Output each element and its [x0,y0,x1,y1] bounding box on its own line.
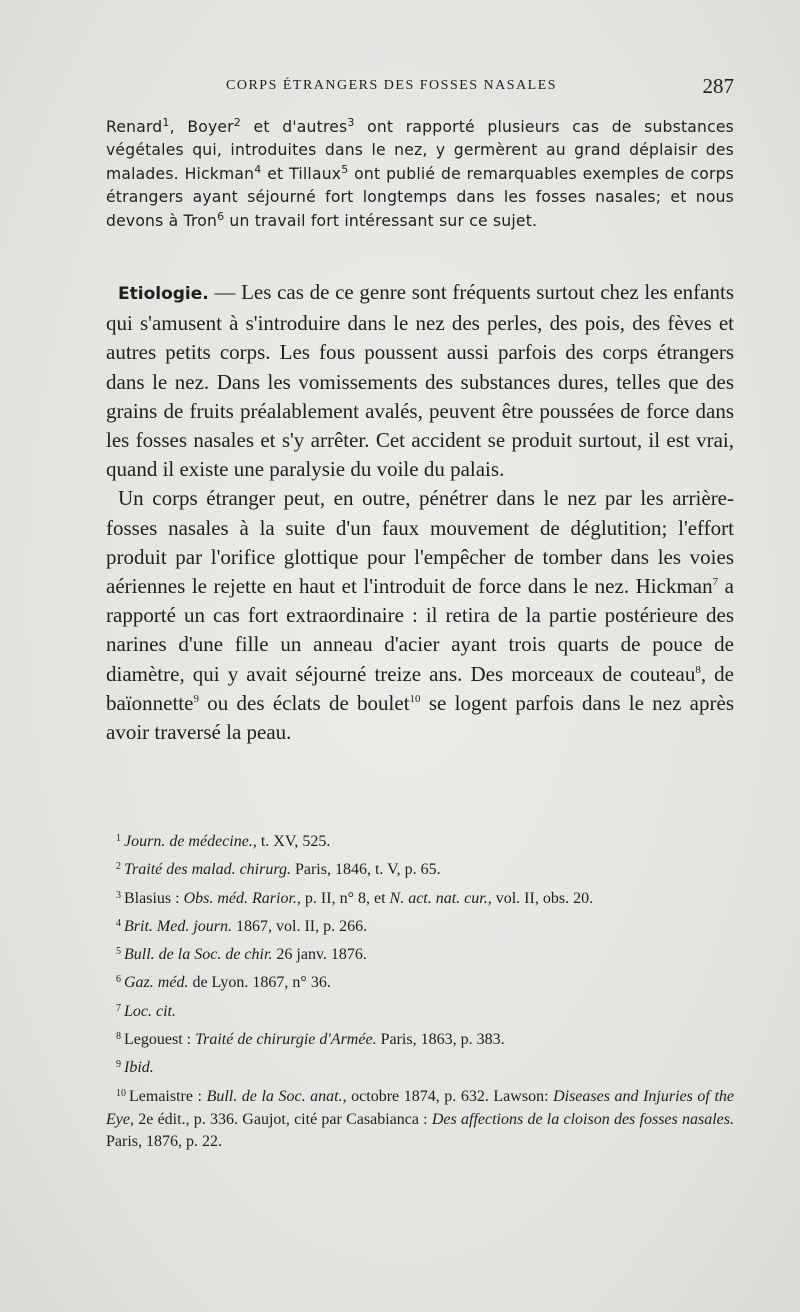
intro-paragraph: Renard$^1$, Boyer$^2$ et d'autres$^3$ ont rapporté plusieurs cas de substances végétales qui, introduites dans le nez, y germèrent au grand déplaisir des malades. Hickman$^4$ et Tillaux$^5$ ont publié de remarquables exemples de corps étrangers ayant séjourné fort longtemps dans les fosses nasales; et nous devons à Tron$^6$ un travail fort intéressant sur ce sujet. [106,115,735,230]
footnote-ref: 5 [341,162,349,176]
body-paragraph: Un corps étranger peut, en outre, pénétrer dans le nez par les arrière-fosses nasales à la suite d'un faux mouvement de déglutition; l'effort produit par l'orifice glottique pour l'empêcher de tomber dans les voies aériennes le rejette en haut et l'introduit de force dans le nez. Hickman$^7$ a rapporté un cas fort extraordinaire : il retira de la partie postérieure des narines d'une fille un anneau d'acier ayant trois quarts de pouce de diamètre, qui y avait séjourné treize ans. Des morceaux de couteau$^8$, de baïonnette$^9$ ou des éclats de boulet$^{10}$ se logent parfois dans le nez après avoir traversé la peau. [106,486,734,745]
page-number: 287 [702,74,734,98]
footnote-4: $^4$ Brit. Med. journ. 1867, vol. II, p. 266. [116,917,368,935]
footnote-ref: 4 [254,162,262,176]
footnote-ref: 6 [217,209,225,223]
footnote-ref: 9 [193,692,199,705]
footnote-9: $^9$ Ibid. [116,1059,154,1077]
footnote-1: $^1$ Journ. de médecine., t. XV, 525. [116,833,331,850]
footnote-ref: 8 [695,663,701,676]
footnote-10: $^{10}$ Lemaistre : Bull. de la Soc. anat., octobre 1874, p. 632. Lawson: Diseases and Injuries of the Eye, 2e édit., p. 336. Gaujot, cité par Casabianca : Des affections de la cloison des fosses nasales. Paris, 1876, p. 22. [106,1087,734,1151]
footnotes [106,828,734,1157]
etiology-paragraph: Etiologie. — Les cas de ce genre sont fréquents surtout chez les enfants qui s'amusent à s'introduire dans le nez des perles, des pois, des fèves et autres petits corps. Les fous poussent aussi parfois des corps étrangers dans le nez. Dans les vomissements des substances dures, telles que des grains de fruits préalablement avalés, peuvent être poussées de force dans les fosses nasales et s'y arrêter. Cet accident se produit surtout, il est vrai, quand il existe une paralysie du voile du palais. [106,280,734,482]
section-heading: Etiologie. [118,284,209,304]
running-head [106,74,734,102]
footnote-6: $^6$ Gaz. méd. de Lyon. 1867, n° 36. [116,974,331,992]
running-title: CORPS ÉTRANGERS DES FOSSES NASALES [226,78,558,93]
footnote-2: $^2$ Traité des malad. chirurg. Paris, 1846, t. V, p. 65. [116,861,441,879]
footnote-ref: 7 [712,576,719,589]
footnote-ref: 2 [233,115,241,129]
footnote-ref: 10 [409,692,421,705]
footnote-8: $^8$ Legouest : Traité de chirurgie d'Armée. Paris, 1863, p. 383. [116,1031,505,1049]
footnote-7: $^7$ Loc. cit. [116,1002,176,1020]
footnote-3: $^3$ Blasius : Obs. méd. Rarior., p. II, n° 8, et N. act. nat. cur., vol. II, obs. 20. [116,889,594,907]
footnote-ref: 1 [162,115,170,129]
main-text [106,278,734,747]
footnote-5: $^5$ Bull. de la Soc. de chir. 26 janv. 1876. [116,946,367,964]
footnote-ref: 3 [347,115,355,129]
